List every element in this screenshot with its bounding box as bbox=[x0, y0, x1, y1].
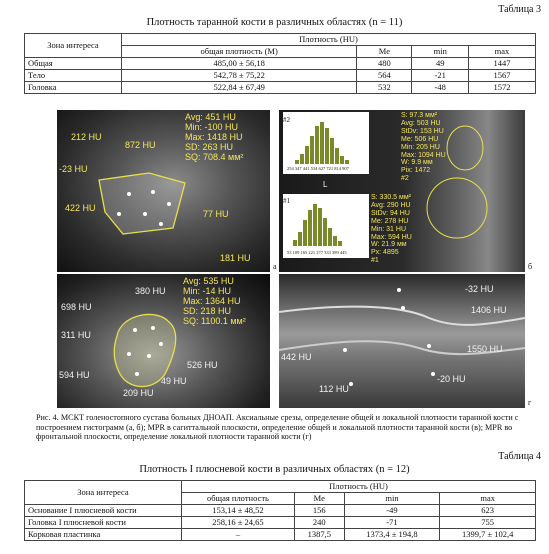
hu-label: 77 HU bbox=[203, 209, 229, 219]
hu-label: 872 HU bbox=[125, 140, 156, 150]
hu-label: 594 HU bbox=[59, 370, 90, 380]
cell-m: 485,00 ± 56,18 bbox=[122, 58, 357, 70]
table4-col-min: min bbox=[344, 493, 440, 505]
hu-label: 1406 HU bbox=[471, 305, 507, 315]
hu-label: -32 HU bbox=[465, 284, 494, 294]
table-row bbox=[25, 529, 536, 541]
stats-b-bottom: S: 330.5 мм² Avg: 290 HU StDv: 94 HU Me: 278 HU Min: 31 HU Max: 594 HU W: 21.9 мм Px: 4895 #1 bbox=[371, 194, 412, 265]
cell-min: -21 bbox=[412, 70, 468, 82]
cell-zone: Корковая пластинка bbox=[25, 529, 182, 541]
cell-me: 1387,5 bbox=[294, 529, 344, 541]
table4-col-me: Me bbox=[294, 493, 344, 505]
table3 bbox=[24, 33, 536, 94]
cell-zone: Тело bbox=[25, 70, 122, 82]
table4-density-header: Плотность (HU) bbox=[182, 481, 536, 493]
table-row bbox=[25, 70, 536, 82]
panel-letter-a: а bbox=[273, 262, 277, 271]
cell-m: 542,78 ± 75,22 bbox=[122, 70, 357, 82]
cell-max: 1572 bbox=[468, 82, 535, 94]
ct-image-v bbox=[57, 274, 270, 408]
table3-zone-header: Зона интереса bbox=[25, 34, 122, 58]
table3-caption: Плотность таранной кости в различных областях (n = 11) bbox=[146, 17, 403, 28]
cell-max: 623 bbox=[440, 505, 536, 517]
table-row bbox=[25, 82, 536, 94]
cell-me: 156 bbox=[294, 505, 344, 517]
table3-label: Таблица 3 bbox=[498, 4, 541, 15]
table4-col-max: max bbox=[440, 493, 536, 505]
cell-max: 1567 bbox=[468, 70, 535, 82]
cell-zone: Головка I плюсневой кости bbox=[25, 517, 182, 529]
hu-label: 311 HU bbox=[61, 330, 91, 340]
cell-zone: Основание I плюсневой кости bbox=[25, 505, 182, 517]
hu-label: 112 HU bbox=[319, 384, 349, 394]
hu-label: 380 HU bbox=[135, 286, 166, 296]
hu-label: 526 HU bbox=[187, 360, 218, 370]
cell-zone: Общая bbox=[25, 58, 122, 70]
cell-max: 1399,7 ± 102,4 bbox=[440, 529, 536, 541]
cell-min: 1373,4 ± 194,8 bbox=[344, 529, 440, 541]
hu-label: 442 HU bbox=[281, 352, 312, 362]
hist-label-bottom: #1 bbox=[283, 197, 290, 205]
stats-a: Avg: 451 HU Min: -100 HU Max: 1418 HU SD: 263 HU SQ: 708.4 мм² bbox=[185, 112, 244, 162]
table4-caption: Плотность I плюсневой кости в различных областях (n = 12) bbox=[139, 464, 410, 475]
panel-letter-g: г bbox=[528, 398, 532, 407]
hist-axis-top: 254 347 441 534 627 721 814 907 bbox=[287, 166, 349, 171]
table3-density-header: Плотность (HU) bbox=[122, 34, 536, 46]
cell-zone: Головка bbox=[25, 82, 122, 94]
panel-letter-v: в bbox=[262, 398, 266, 407]
ct-image-b bbox=[279, 110, 525, 272]
hist-label-top: #2 bbox=[283, 116, 290, 124]
ct-image-a bbox=[57, 110, 270, 272]
table3-col-min: min bbox=[412, 46, 468, 58]
hu-label: 698 HU bbox=[61, 302, 92, 312]
cell-me: 564 bbox=[357, 70, 412, 82]
table-row bbox=[25, 58, 536, 70]
table4 bbox=[24, 480, 536, 541]
figure-caption: Рис. 4. МСКТ голеностопного сустава больных ДНОАП. Аксиальные срезы, определение общей и локальной плотности таранной кости с построением гистограмм (а, б); MPR в сагиттальной плоскости, определение общей и локальной плотности таранной кости (в); MPR во фронтальной плоскости, определение локальной плотности таранной кости (г) bbox=[36, 413, 519, 441]
cell-m: 522,84 ± 67,49 bbox=[122, 82, 357, 94]
table3-col-m: общая плотность (M) bbox=[122, 46, 357, 58]
table3-col-max: max bbox=[468, 46, 535, 58]
table-row bbox=[25, 505, 536, 517]
cell-me: 240 bbox=[294, 517, 344, 529]
cell-min: -71 bbox=[344, 517, 440, 529]
panel-letter-b: б bbox=[528, 262, 533, 271]
hist-axis-bottom: 53 109 165 221 277 333 389 445 bbox=[287, 250, 347, 255]
stats-v: Avg: 535 HU Min: -14 HU Max: 1364 HU SD: 218 HU SQ: 1100.1 мм² bbox=[183, 276, 246, 326]
cell-min: 49 bbox=[412, 58, 468, 70]
table4-zone-header: Зона интереса bbox=[25, 481, 182, 505]
cell-m: 258,16 ± 24,65 bbox=[182, 517, 295, 529]
ct-image-g bbox=[279, 274, 525, 408]
hu-label: -20 HU bbox=[437, 374, 466, 384]
hu-label: 209 HU bbox=[123, 388, 154, 398]
table-row bbox=[25, 517, 536, 529]
hu-label: 422 HU bbox=[65, 203, 96, 213]
stats-b-top: S: 97.3 мм² Avg: 503 HU StDv: 153 HU Me: 506 HU Min: 205 HU Max: 1094 HU W: 9.9 мм Pix: 1472 #2 bbox=[401, 112, 446, 183]
hu-label: 181 HU bbox=[220, 253, 251, 263]
cell-min: -48 bbox=[412, 82, 468, 94]
cell-m: – bbox=[182, 529, 295, 541]
hu-label: 49 HU bbox=[161, 376, 187, 386]
cell-max: 1447 bbox=[468, 58, 535, 70]
table4-col-m: общая плотность bbox=[182, 493, 295, 505]
table4-label: Таблица 4 bbox=[498, 451, 541, 462]
hu-label: 1550 HU bbox=[467, 344, 503, 354]
orientation-label: L bbox=[323, 180, 328, 189]
hu-label: 212 HU bbox=[71, 132, 102, 142]
cell-max: 755 bbox=[440, 517, 536, 529]
cell-me: 480 bbox=[357, 58, 412, 70]
hu-label: -23 HU bbox=[59, 164, 88, 174]
cell-m: 153,14 ± 48,52 bbox=[182, 505, 295, 517]
cell-me: 532 bbox=[357, 82, 412, 94]
table3-col-me: Me bbox=[357, 46, 412, 58]
cell-min: -49 bbox=[344, 505, 440, 517]
